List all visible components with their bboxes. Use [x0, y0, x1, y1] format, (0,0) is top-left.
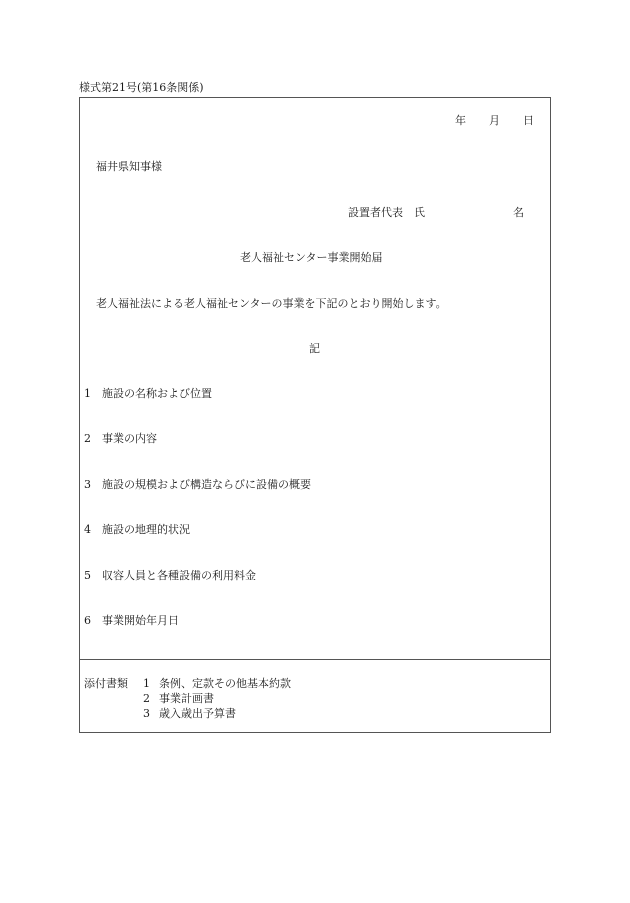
attachment-number: 2: [143, 692, 150, 705]
attachment-item: [143, 678, 291, 689]
body-text: 老人福祉法による老人福祉センターの事業を下記のとおり開始します。: [96, 297, 447, 310]
list-item: [84, 570, 256, 581]
date-year: 年: [455, 114, 466, 127]
form-number: 様式第21号(第16条関係): [79, 81, 204, 94]
item-number: 6: [84, 614, 91, 627]
founder-label: 設置者代表 氏: [348, 206, 425, 219]
attachments-divider: [79, 659, 551, 660]
item-text: 施設の地理的状況: [102, 523, 190, 536]
item-number: 2: [84, 432, 91, 445]
attachment-item: [143, 693, 214, 704]
ki-heading: 記: [309, 342, 320, 355]
item-number: 5: [84, 569, 91, 582]
attachment-item: [143, 708, 236, 719]
attachment-text: 条例、定款その他基本約款: [159, 677, 291, 690]
item-text: 事業の内容: [102, 432, 157, 445]
attachment-number: 3: [143, 707, 150, 720]
item-text: 施設の規模および構造ならびに設備の概要: [102, 478, 311, 491]
addressee: 福井県知事様: [96, 160, 162, 173]
attachment-text: 事業計画書: [159, 692, 214, 705]
item-text: 事業開始年月日: [102, 614, 179, 627]
list-item: [84, 615, 179, 626]
item-number: 1: [84, 387, 91, 400]
item-text: 施設の名称および位置: [102, 387, 212, 400]
date-day: 日: [523, 114, 534, 127]
item-text: 収容人員と各種設備の利用料金: [102, 569, 256, 582]
founder-name-suffix: 名: [513, 206, 524, 219]
item-number: 3: [84, 478, 91, 491]
date-month: 月: [489, 114, 500, 127]
list-item: [84, 479, 311, 490]
list-item: [84, 524, 190, 535]
attachment-number: 1: [143, 677, 150, 690]
attachment-text: 歳入歳出予算書: [159, 707, 236, 720]
attachments-label: 添付書類: [84, 677, 128, 690]
document-title: 老人福祉センター事業開始届: [240, 251, 383, 264]
form-frame: [79, 97, 551, 733]
item-number: 4: [84, 523, 91, 536]
list-item: [84, 433, 157, 444]
list-item: [84, 388, 212, 399]
